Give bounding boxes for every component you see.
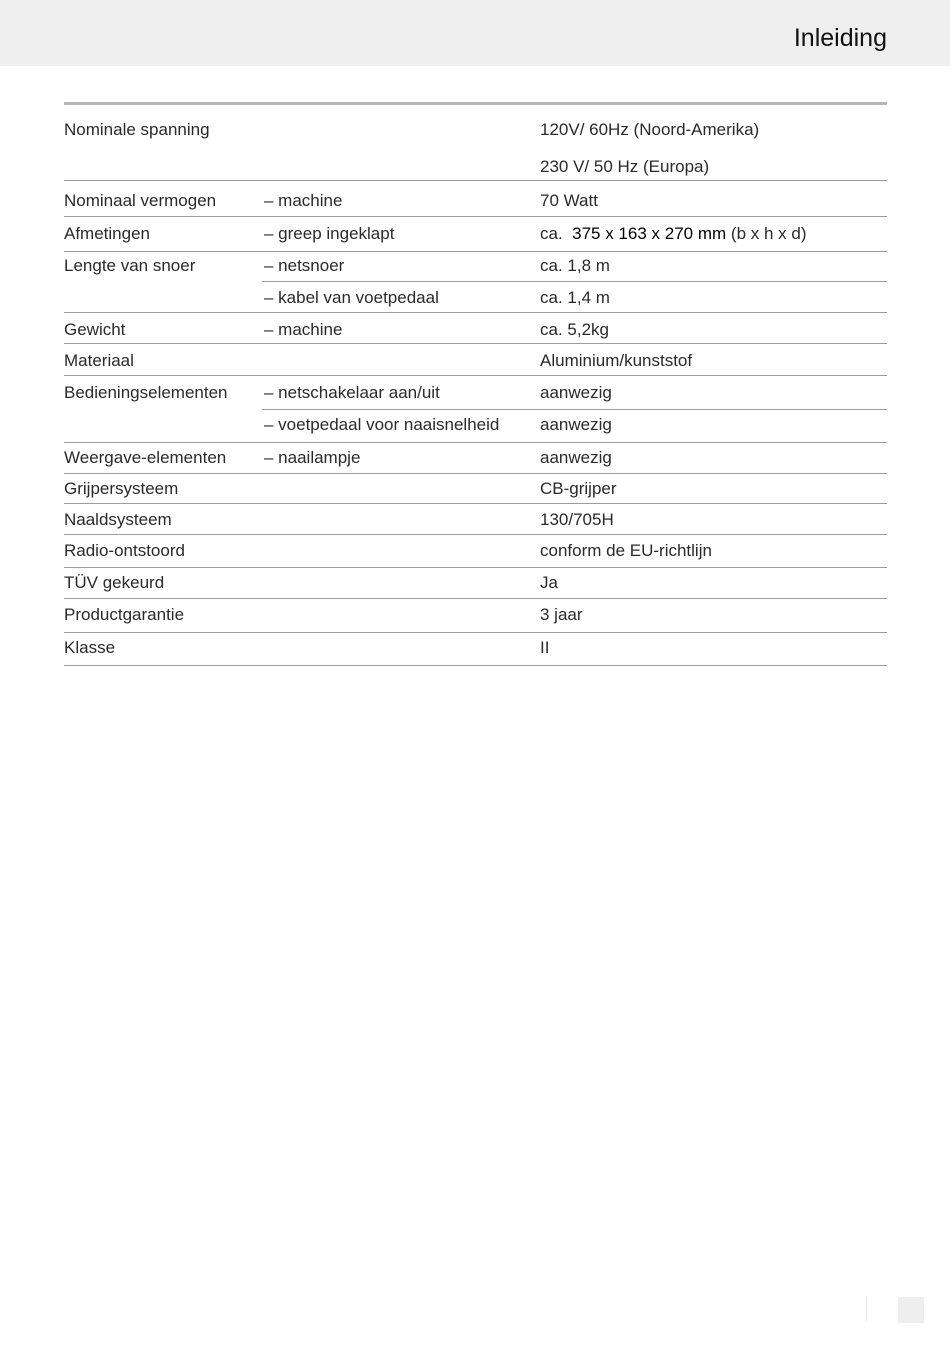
page-number-divider [866,1296,867,1322]
spec-row-cord-length [64,252,887,282]
spec-label: Materiaal [64,351,134,370]
spec-row-controls [64,376,887,410]
spec-sub: – netschakelaar aan/uit [264,383,440,402]
value-prefix: ca. [540,224,563,243]
spec-label: Afmetingen [64,224,150,243]
section-title: Inleiding [793,24,887,52]
spec-row-tuv [64,568,887,599]
spec-value: 3 jaar [540,605,583,624]
spec-value: CB-grijper [540,479,617,498]
row-divider [64,665,887,666]
spec-row-material [64,344,887,376]
spec-row-power [64,181,887,217]
page-number-tab [898,1297,924,1323]
table-top-rule [64,102,887,105]
spec-sub: – voetpedaal voor naaisnelheid [264,415,500,434]
spec-label: Weergave-elementen [64,448,227,467]
spec-value: II [540,638,550,657]
spec-sub: – machine [264,320,343,339]
spec-label: Lengte van snoer [64,256,196,275]
spec-row-hook-system [64,474,887,504]
spec-row-dimensions [64,217,887,252]
spec-row-needle-system [64,504,887,535]
spec-sub: – naailampje [264,448,361,467]
spec-value: ca. 5,2kg [540,320,609,339]
spec-row-display [64,443,887,474]
spec-value: conform de EU-richtlijn [540,541,712,560]
spec-row-foot-pedal [64,410,887,443]
spec-value: 70 Watt [540,191,598,210]
spec-value: aanwezig [540,415,612,434]
spec-label: Radio-ontstoord [64,541,185,560]
spec-row-pedal-cable [64,282,887,313]
spec-label: TÜV gekeurd [64,573,165,592]
spec-value: 230 V/ 50 Hz (Europa) [540,157,710,176]
spec-table [64,120,887,666]
spec-value: Aluminium/kunststof [540,351,693,370]
spec-row-warranty [64,599,887,633]
spec-label: Nominale spanning [64,120,210,139]
spec-value: ca. 1,4 m [540,288,610,307]
value-suffix: (b x h x d) [730,224,807,243]
spec-sub: – kabel van voetpedaal [264,288,439,307]
spec-label: Bedieningselementen [64,383,228,402]
spec-value: aanwezig [540,383,612,402]
spec-value: ca. 1,8 m [540,256,610,275]
spec-label: Naaldsysteem [64,510,172,529]
spec-row-nominal-voltage-eu [64,151,887,181]
spec-value-dimensions [540,224,807,244]
spec-sub: – netsnoer [264,256,345,275]
spec-value: 130/705H [540,510,614,529]
spec-label: Gewicht [64,320,126,339]
spec-value: 120V/ 60Hz (Noord-Amerika) [540,120,760,139]
spec-label: Productgarantie [64,605,185,624]
spec-sub: – greep ingeklapt [264,224,395,243]
spec-label: Grijpersysteem [64,479,179,498]
spec-label: Nominaal vermogen [64,191,217,210]
spec-value: Ja [540,573,558,592]
spec-sub: – machine [264,191,343,210]
value-main: 375 x 163 x 270 mm [572,224,727,243]
spec-row-class [64,633,887,666]
spec-value: aanwezig [540,448,612,467]
spec-row-nominal-voltage [64,120,887,151]
spec-row-weight [64,313,887,344]
spec-row-radio-suppression [64,535,887,568]
spec-label: Klasse [64,638,116,657]
